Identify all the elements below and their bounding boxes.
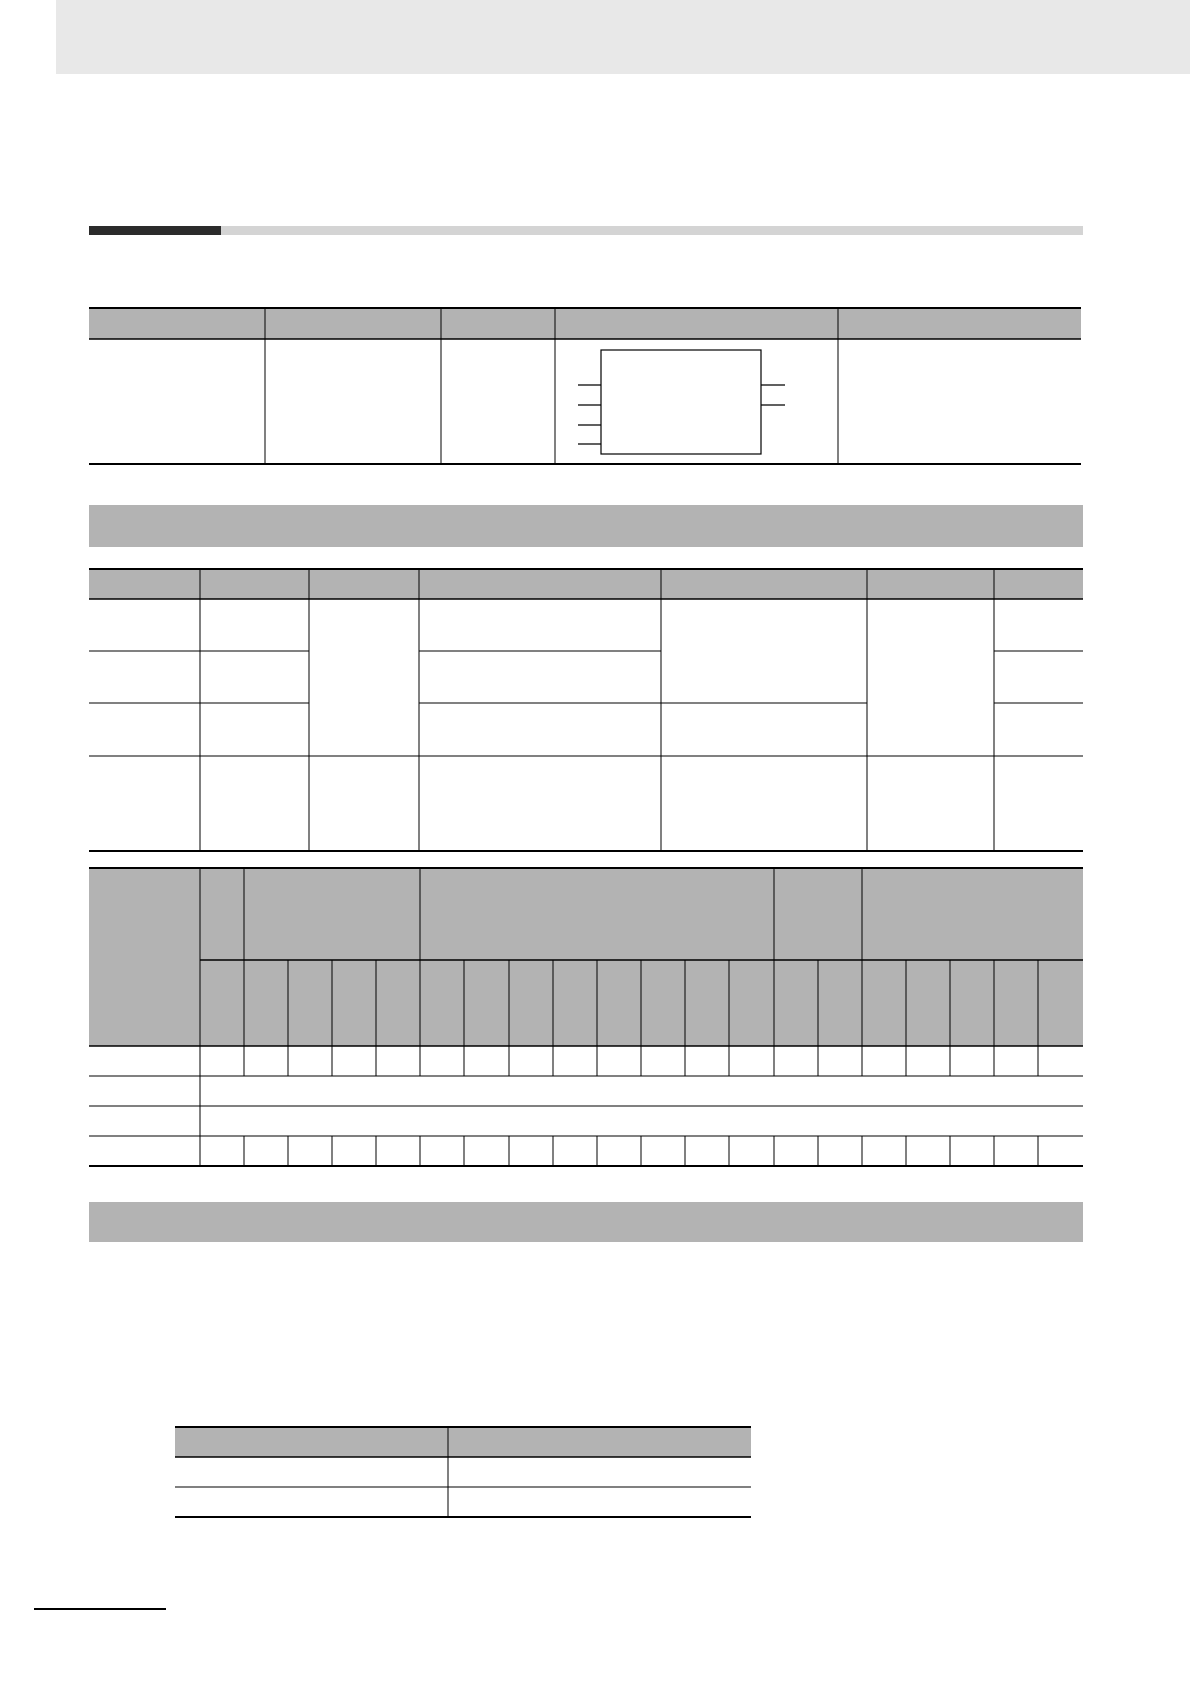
small-table-header-row xyxy=(175,1427,751,1457)
footer-rule xyxy=(34,1608,166,1610)
